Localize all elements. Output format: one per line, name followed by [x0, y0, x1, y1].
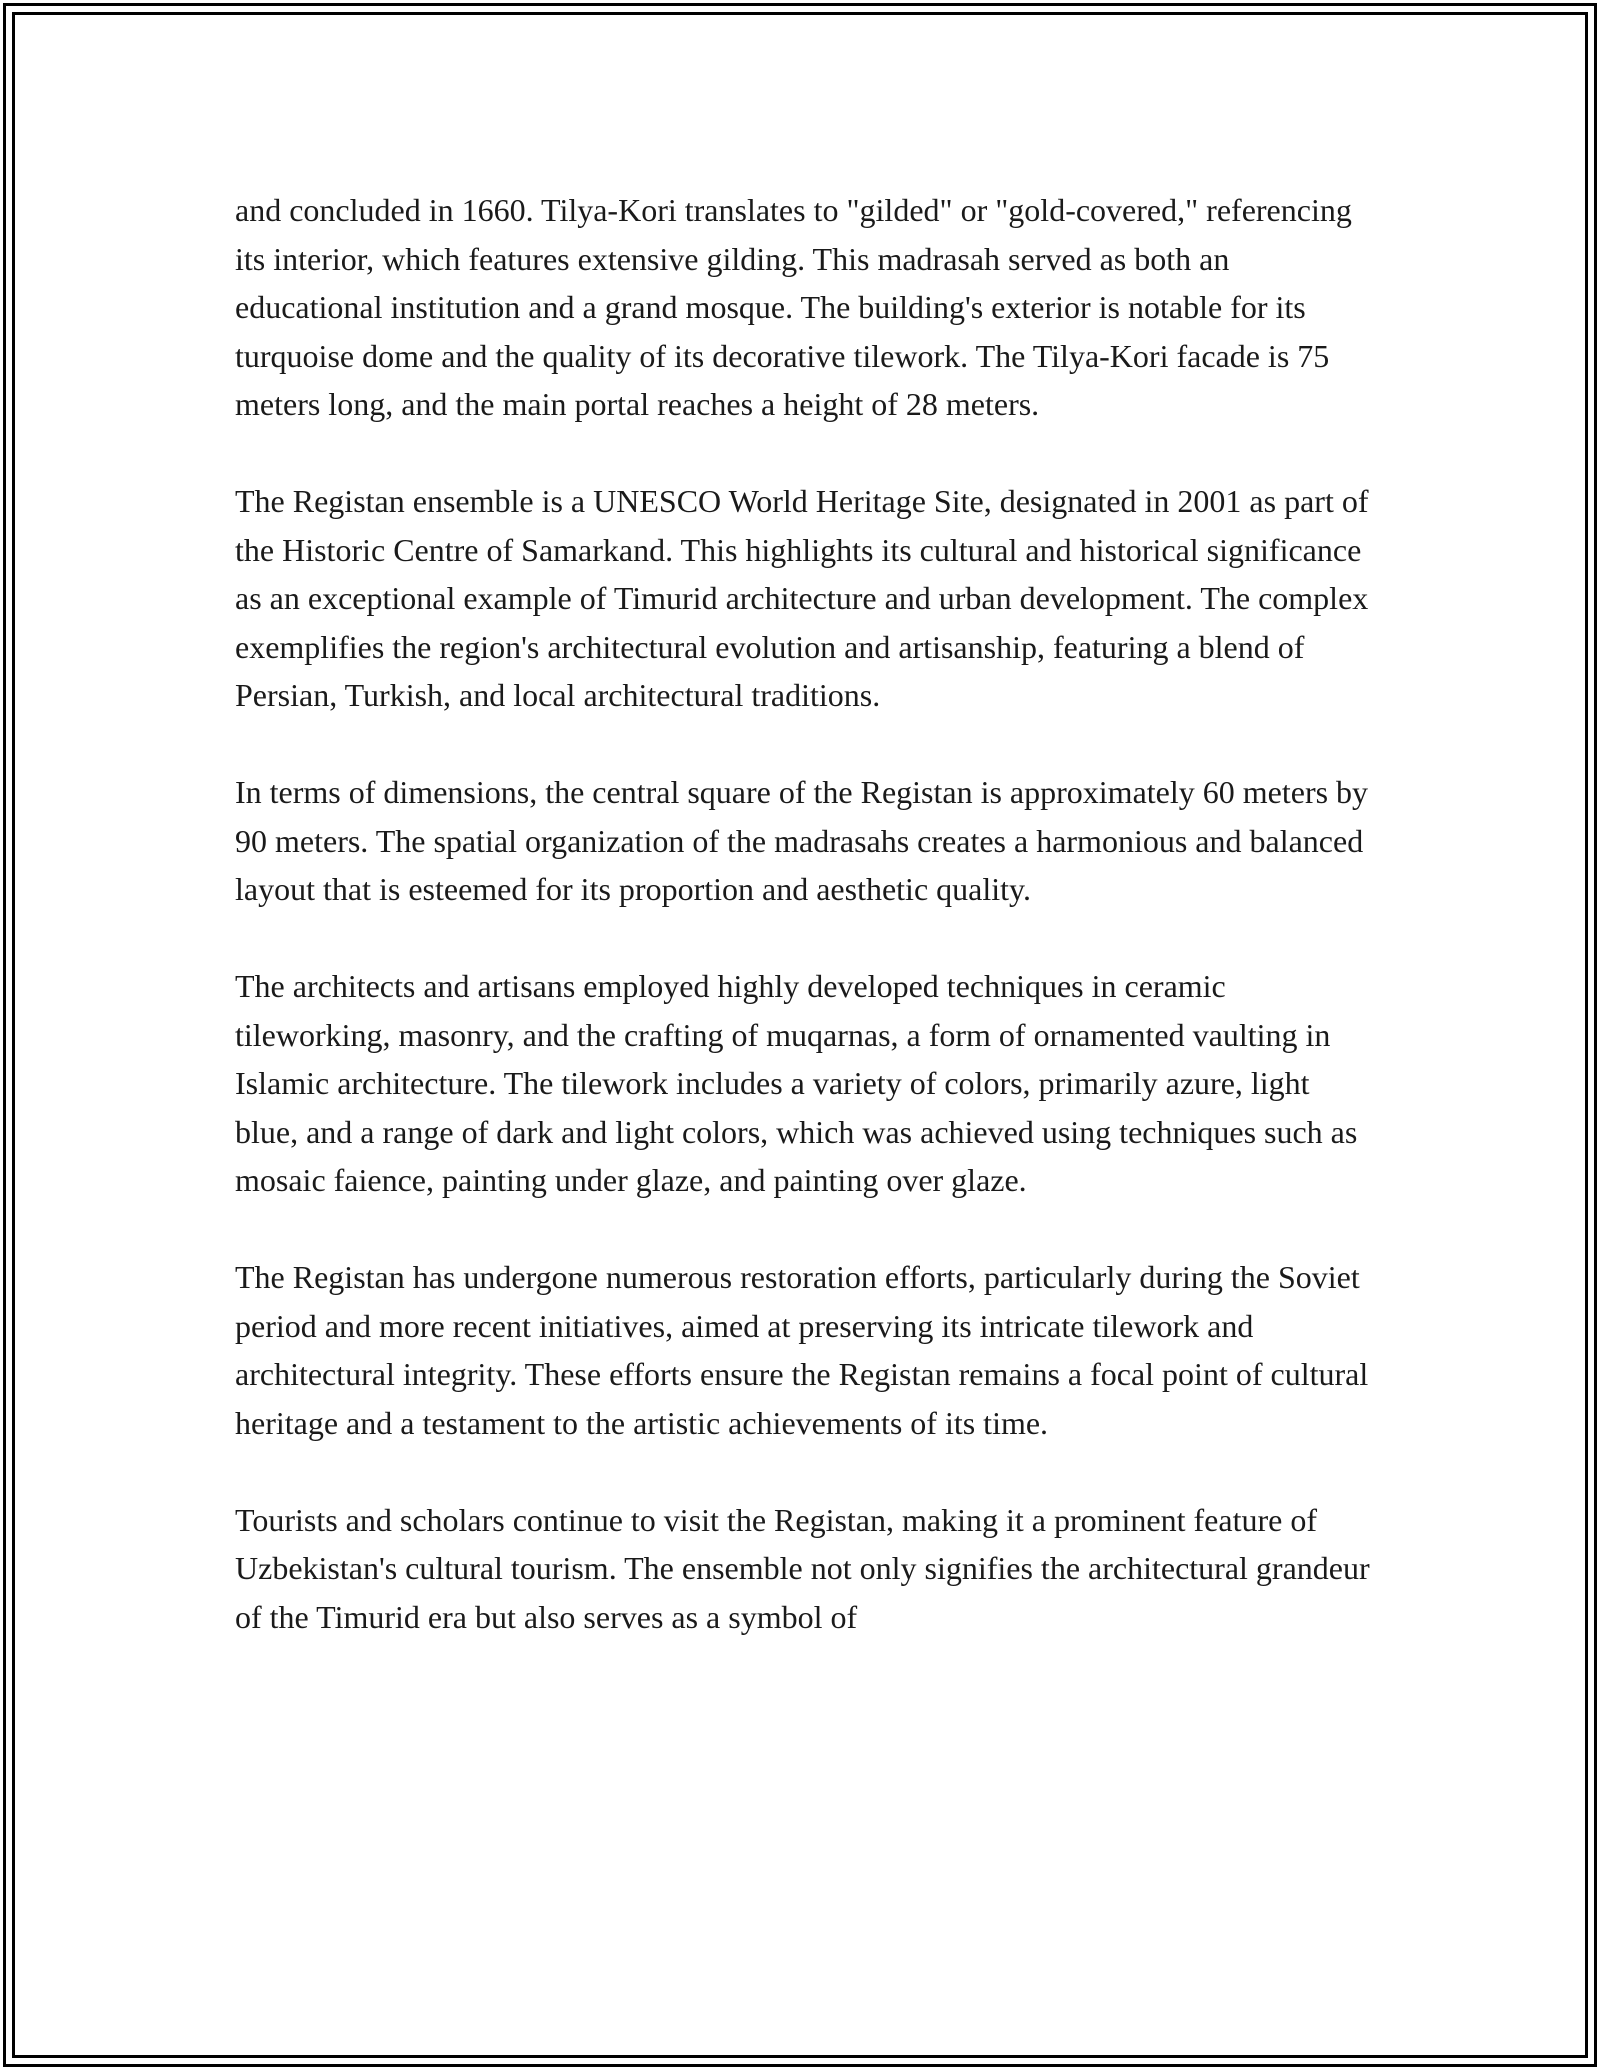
- paragraph-techniques: The architects and artisans employed highly developed techniques in ceramic tileworking, masonry, and the crafting of muqarnas, a form of ornamented vaulting in Islamic architecture. The tilework includes a variety of colors, primarily azure, light blue, and a range of dark and light colors, which was achieved using techniques such as mosaic faience, painting under glaze, and painting over glaze.: [235, 968, 1358, 1198]
- paragraph-dimensions: In terms of dimensions, the central square of the Registan is approximately 60 meters by 90 meters. The spatial organization of the madrasahs creates a harmonious and balanced layout that is esteemed for its proportion and aesthetic quality.: [235, 774, 1369, 907]
- paragraph-restoration: The Registan has undergone numerous restoration efforts, particularly during the Soviet period and more recent initiatives, aimed at preserving its intricate tilework and architectural integrity. These efforts ensure the Registan remains a focal point of cultural heritage and a testament to the artistic achievements of its time.: [235, 1259, 1369, 1441]
- paragraph-tilya-kori: and concluded in 1660. Tilya-Kori translates to "gilded" or "gold-covered," referencing its interior, which features extensive gilding. This madrasah served as both an educational institution and a grand mosque. The building's exterior is notable for its turquoise dome and the quality of its decorative tilework. The Tilya-Kori facade is 75 meters long, and the main portal reaches a height of 28 meters.: [235, 192, 1352, 422]
- paragraph-tourism: Tourists and scholars continue to visit the Registan, making it a prominent feature of Uzbekistan's cultural tourism. The ensemble not only signifies the architectural grandeur of the Timurid era but also serves as a symbol of: [235, 1501, 1370, 1635]
- paragraph-unesco: The Registan ensemble is a UNESCO World Heritage Site, designated in 2001 as part of the Historic Centre of Samarkand. This highlights its cultural and historical significance as an exceptional example of Timurid architecture and urban development. The complex exemplifies the region's architectural evolution and artisanship, featuring a blend of Persian, Turkish, and local architectural traditions.: [235, 483, 1369, 713]
- document-body: [235, 186, 1375, 1690]
